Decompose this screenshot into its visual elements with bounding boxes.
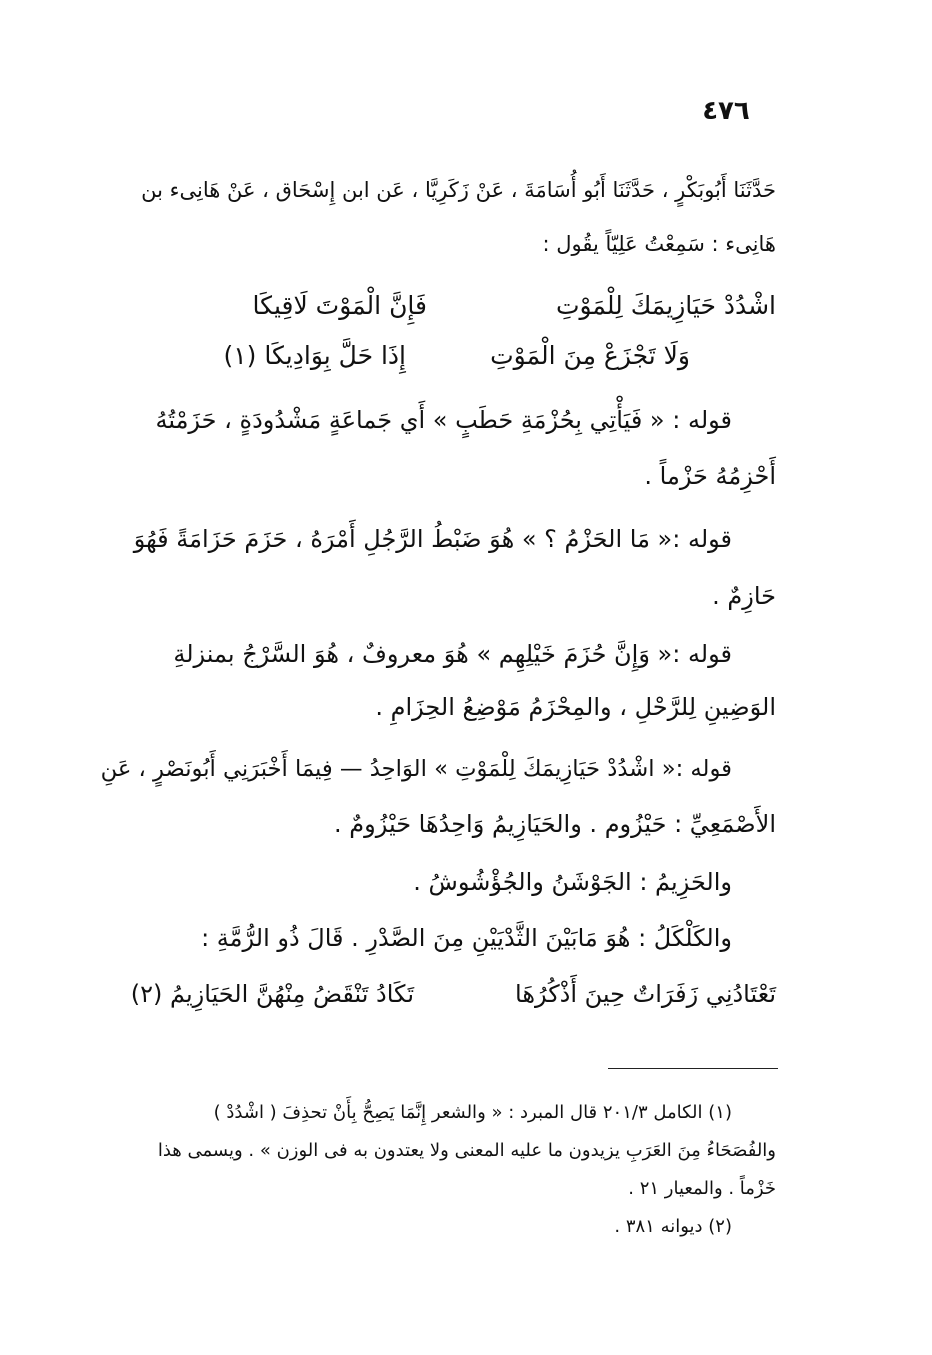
verse-3-hemistich-2: تَكَادُ تَنْقَضُ مِنْهُنَّ الحَيَازِيمُ (٢) (130, 980, 414, 1008)
footnote-1-line-1: (١) الكامل ٢٠١/٣ قال المبرد : « والشعر إِنَّمَا يَصِحُّ بِأَنْ تحذِفَ ( اشْدُدْ ) (213, 1102, 732, 1123)
verse-2-hemistich-1: وَلَا تَجْزَعْ مِنَ الْمَوْتِ (490, 341, 690, 370)
paragraph-2-line-1: قوله :« مَا الحَزْمُ ؟ » هُوَ ضَبْطُ الرَّجُلِ أَمْرَهُ ، حَزَمَ حَزَامَةً فَهُوَ (133, 525, 732, 553)
paragraph-4-line-2: الأَصْمَعِيِّ : حَيْزُوم . والحَيَازِيمُ وَاحِدُهَا حَيْزُومٌ . (334, 810, 776, 838)
footnote-1-line-3: خَزْماً . والمعيار ٢١ . (628, 1178, 776, 1199)
paragraph-2-line-2: حَازِمٌ . (712, 582, 776, 610)
paragraph-3-line-2: الوَضِينِ لِلرَّحْلِ ، والمِحْزَمُ مَوْضِعُ الحِزَامِ . (375, 693, 776, 721)
paragraph-5-line-1: والحَزِيمُ : الجَوْشَنُ والجُؤْشُوشُ . (413, 868, 732, 896)
intro-line-2: هَانِىء : سَمِعْتُ عَلِيّاً يقُول : (542, 232, 776, 256)
verse-1-hemistich-1: اشْدُدْ حَيَازِيمَكَ لِلْمَوْتِ (555, 291, 776, 320)
paragraph-6-line-1: والكَلْكَلُ : هُوَ مَابَيْنَ الثَّدْيَيْنِ مِنَ الصَّدْرِ . قَالَ ذُو الرُّمَّةِ : (201, 924, 732, 952)
paragraph-1-line-1: قوله : « فَيَأْتِي بِحُزْمَةِ حَطَبٍ » أَي جَماعَةٍ مَشْدُودَةٍ ، حَزَمْتُهُ (155, 406, 732, 434)
verse-3-hemistich-1: تَعْتَادُنِي زَفَرَاتٌ حِينَ أَذْكُرُهَا (515, 980, 776, 1008)
paragraph-4-line-1: قوله :« اشْدُدْ حَيَازِيمَكَ لِلْمَوْتِ » الوَاحِدُ — فِيمَا أَخْبَرَنِي أَبُونَصْرٍ ، عَنِ (100, 756, 732, 782)
paragraph-1-line-2: أَحْزِمُهُ حَزْماً . (644, 462, 776, 490)
verse-2-hemistich-2: إِذَا حَلَّ بِوَادِيكَا (١) (223, 341, 406, 370)
footnote-divider (608, 1068, 778, 1069)
verse-1-hemistich-2: فَإِنَّ الْمَوْتَ لَاقِيكَا (252, 291, 427, 320)
paragraph-3-line-1: قوله :« وَإِنَّ حُزَمَ خَيْلِهِم » هُوَ معروفٌ ، هُوَ السَّرْجُ بمنزلةِ (173, 640, 732, 668)
page-number: ٤٧٦ (702, 96, 750, 126)
footnote-2: (٢) ديوانه ٣٨١ . (614, 1216, 732, 1237)
footnote-1-line-2: والفُصَحَاءُ مِنَ العَرَبِ يزيدون ما عليه المعنى ولا يعتدون به فى الوزن » . ويسمى هذا (157, 1140, 776, 1161)
intro-line-1: حَدَّثَنَا أَبُوبَكْرٍ ، حَدَّثَنَا أَبُو أُسَامَةَ ، عَنْ زَكَرِيَّا ، عَن ابن إِسْحَاق ، عَنْ هَانِىء بن (141, 178, 776, 202)
